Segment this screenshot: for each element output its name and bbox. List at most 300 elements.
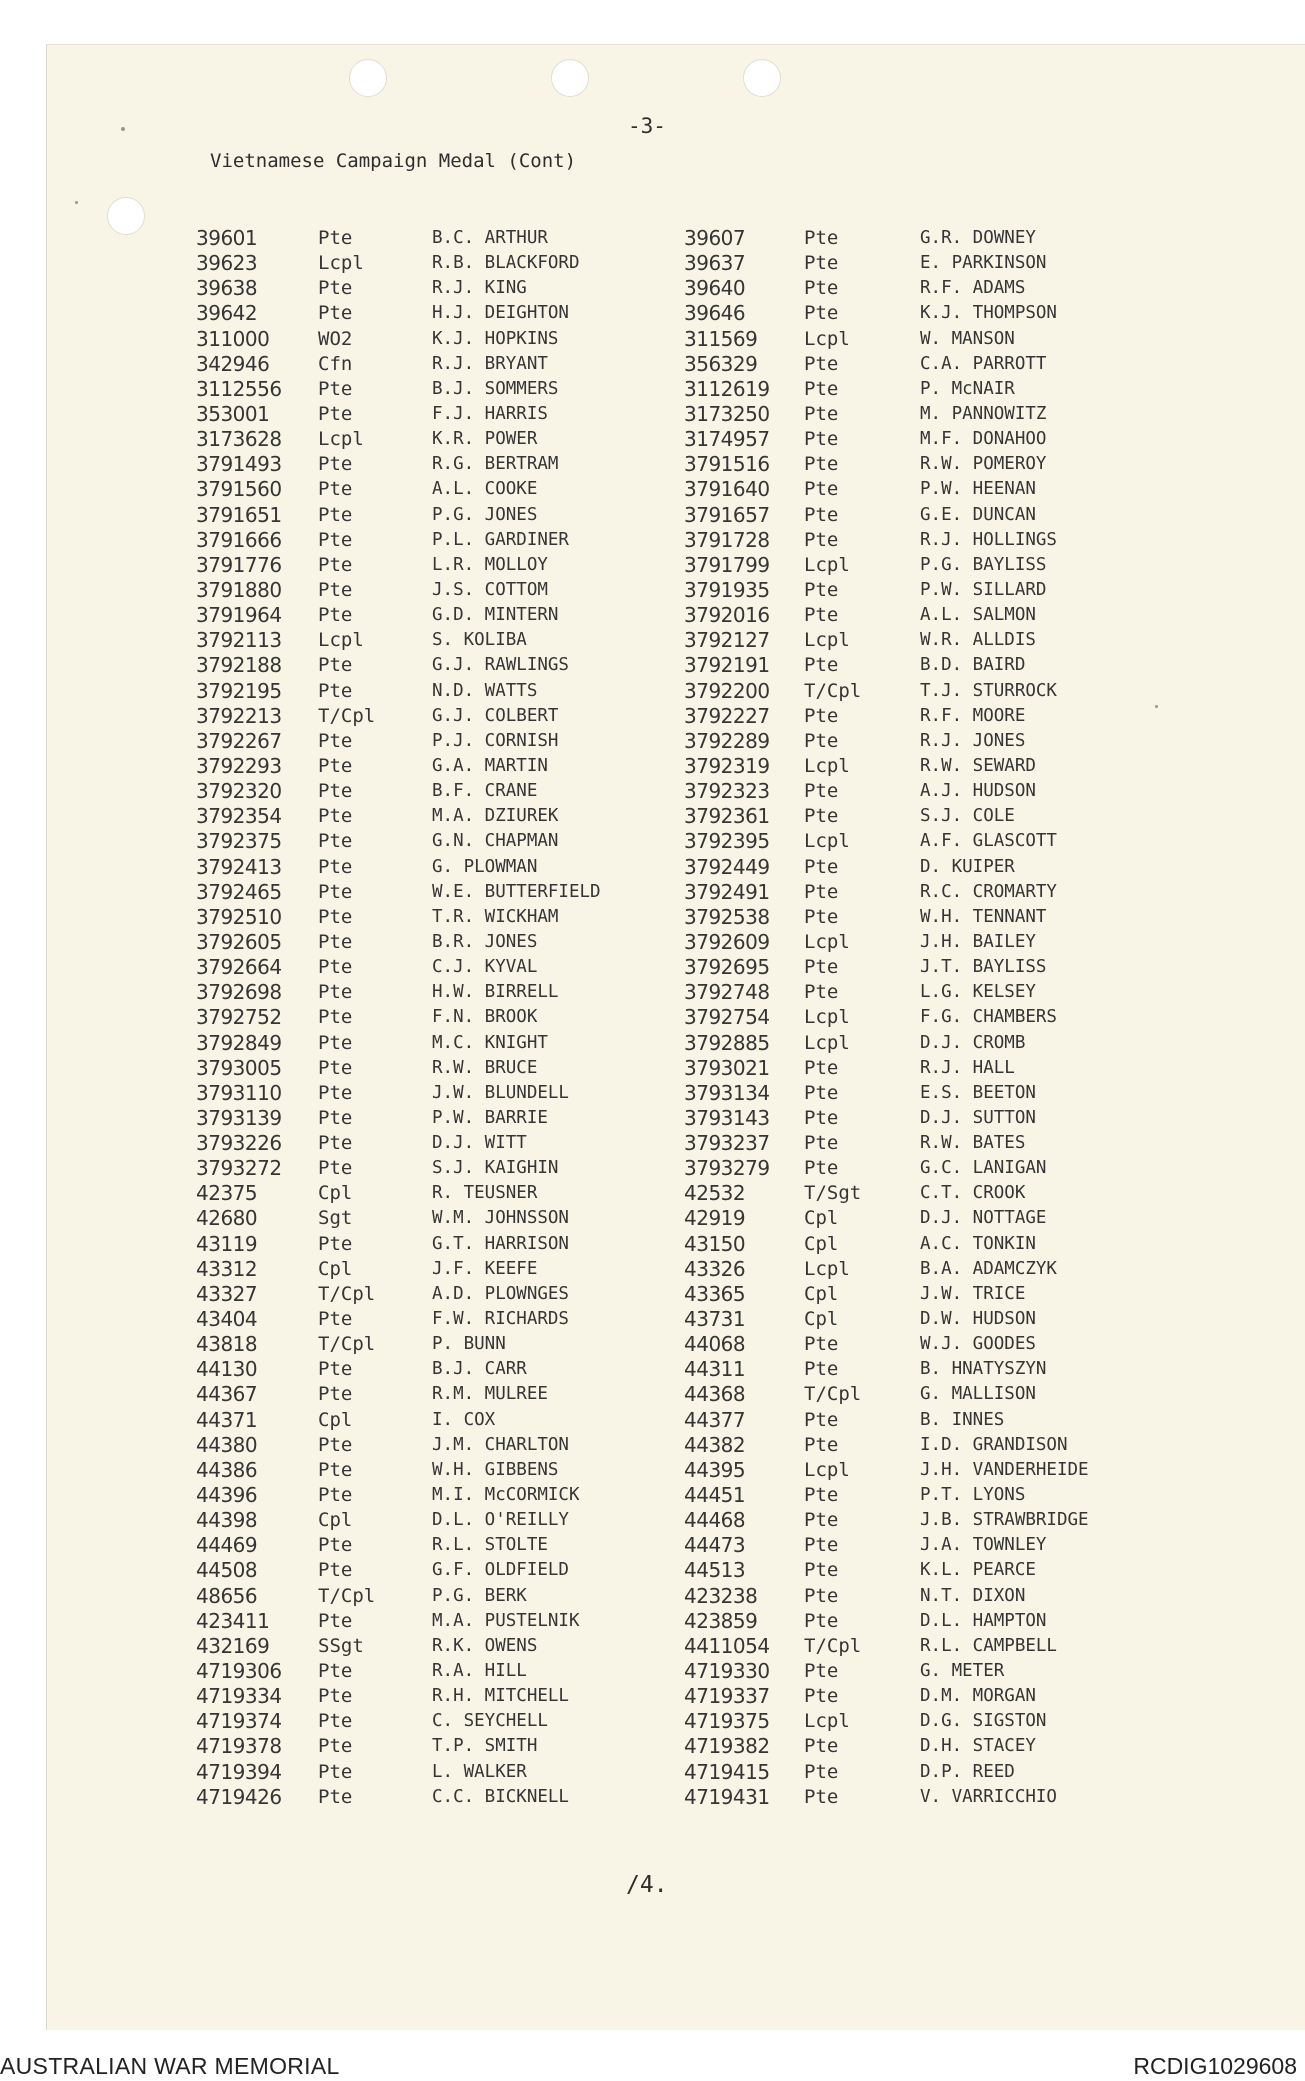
- soldier-name: D.J. NOTTAGE: [920, 1208, 1047, 1229]
- service-number: 3793237: [684, 1131, 770, 1156]
- service-number: 3792213: [196, 703, 282, 728]
- rank: Pte: [318, 1484, 353, 1507]
- roster-row: [188, 754, 1138, 779]
- roster-row: [188, 251, 1138, 276]
- service-number: 42919: [684, 1206, 746, 1231]
- roster-row: [188, 829, 1138, 854]
- soldier-name: D.J. CROMB: [920, 1032, 1026, 1053]
- roster-row: [188, 427, 1138, 452]
- soldier-name: K.J. THOMPSON: [920, 303, 1057, 324]
- service-number: 43312: [196, 1256, 258, 1281]
- roster-row: [188, 1584, 1138, 1609]
- soldier-name: I. COX: [432, 1409, 496, 1430]
- roster-row: [188, 1508, 1138, 1533]
- soldier-name: W.J. GOODES: [920, 1334, 1036, 1355]
- soldier-name: R.J. JONES: [920, 730, 1026, 751]
- soldier-name: G.N. CHAPMAN: [432, 831, 559, 852]
- reference-caption: RCDIG1029608: [1133, 2053, 1297, 2079]
- soldier-name: R.J. HALL: [920, 1057, 1015, 1078]
- roster-row: [188, 1382, 1138, 1407]
- service-number: 3173628: [196, 427, 282, 452]
- service-number: 3791880: [196, 577, 282, 602]
- rank: Cpl: [318, 1509, 353, 1532]
- roster-row: [188, 679, 1138, 704]
- soldier-name: F.J. HARRIS: [432, 403, 548, 424]
- roster-row: [188, 1307, 1138, 1332]
- service-number: 44513: [684, 1558, 746, 1583]
- rank: Pte: [318, 1559, 353, 1582]
- roster-row: [188, 603, 1138, 628]
- service-number: 4719374: [196, 1709, 282, 1734]
- service-number: 3793005: [196, 1055, 282, 1080]
- rank: Pte: [804, 604, 839, 627]
- service-number: 3791516: [684, 452, 770, 477]
- roster-row: [188, 930, 1138, 955]
- rank: Pte: [318, 729, 353, 752]
- rank: Pte: [804, 981, 839, 1004]
- service-number: 423411: [196, 1608, 270, 1633]
- service-number: 3793226: [196, 1131, 282, 1156]
- soldier-name: P.L. GARDINER: [432, 529, 569, 550]
- soldier-name: W.H. TENNANT: [920, 906, 1047, 927]
- roster-table: [188, 226, 1138, 1810]
- service-number: 342946: [196, 351, 270, 376]
- service-number: 311000: [196, 326, 270, 351]
- rank: Pte: [318, 402, 353, 425]
- rank: Pte: [804, 1509, 839, 1532]
- service-number: 3792319: [684, 753, 770, 778]
- service-number: 3792754: [684, 1005, 770, 1030]
- service-number: 43150: [684, 1231, 746, 1256]
- soldier-name: M.I. McCORMICK: [432, 1485, 580, 1506]
- soldier-name: B.F. CRANE: [432, 781, 538, 802]
- service-number: 3792449: [684, 854, 770, 879]
- service-number: 3792323: [684, 779, 770, 804]
- soldier-name: W.R. ALLDIS: [920, 630, 1036, 651]
- roster-row: [188, 1433, 1138, 1458]
- roster-row: [188, 628, 1138, 653]
- service-number: 3792413: [196, 854, 282, 879]
- soldier-name: H.W. BIRRELL: [432, 982, 559, 1003]
- soldier-name: B. HNATYSZYN: [920, 1359, 1047, 1380]
- soldier-name: C.J. KYVAL: [432, 957, 538, 978]
- service-number: 39607: [684, 226, 746, 250]
- rank: T/Cpl: [804, 1383, 862, 1406]
- roster-row: [188, 1659, 1138, 1684]
- service-number: 39623: [196, 251, 258, 276]
- rank: Pte: [318, 780, 353, 803]
- continuation-marker: /4.: [626, 1872, 668, 1898]
- rank: Pte: [804, 1132, 839, 1155]
- soldier-name: P.W. BARRIE: [432, 1107, 548, 1128]
- soldier-name: W. MANSON: [920, 328, 1015, 349]
- soldier-name: C.C. BICKNELL: [432, 1786, 569, 1807]
- rank: Pte: [804, 1785, 839, 1808]
- service-number: 3792267: [196, 728, 282, 753]
- rank: Pte: [318, 302, 353, 325]
- rank: Pte: [318, 1609, 353, 1632]
- rank: Pte: [804, 503, 839, 526]
- service-number: 3791493: [196, 452, 282, 477]
- soldier-name: D.L. O'REILLY: [432, 1510, 569, 1531]
- service-number: 3792195: [196, 678, 282, 703]
- soldier-name: P.G. BERK: [432, 1585, 527, 1606]
- soldier-name: C.T. CROOK: [920, 1183, 1026, 1204]
- soldier-name: R.G. BERTRAM: [432, 454, 559, 475]
- service-number: 3792664: [196, 955, 282, 980]
- service-number: 3792885: [684, 1030, 770, 1055]
- service-number: 3792191: [684, 653, 770, 678]
- soldier-name: P.J. CORNISH: [432, 730, 559, 751]
- soldier-name: R.W. POMEROY: [920, 454, 1047, 475]
- punch-hole-2: [551, 59, 589, 97]
- service-number: 3793272: [196, 1156, 282, 1181]
- rank: Pte: [318, 1710, 353, 1733]
- roster-row: [188, 327, 1138, 352]
- paper-speck: [1155, 705, 1158, 708]
- roster-row: [188, 1684, 1138, 1709]
- service-number: 3793021: [684, 1055, 770, 1080]
- rank: T/Cpl: [804, 679, 862, 702]
- rank: Pte: [318, 1006, 353, 1029]
- rank: Pte: [318, 478, 353, 501]
- soldier-name: N.D. WATTS: [432, 680, 538, 701]
- service-number: 3792188: [196, 653, 282, 678]
- service-number: 3792752: [196, 1005, 282, 1030]
- soldier-name: L.R. MOLLOY: [432, 554, 548, 575]
- service-number: 423238: [684, 1583, 758, 1608]
- rank: Pte: [318, 528, 353, 551]
- roster-row: [188, 452, 1138, 477]
- rank: Pte: [318, 805, 353, 828]
- soldier-name: C. SEYCHELL: [432, 1711, 548, 1732]
- soldier-name: R.W. BATES: [920, 1133, 1026, 1154]
- rank: Pte: [804, 428, 839, 451]
- rank: Cpl: [318, 1182, 353, 1205]
- rank: Pte: [804, 805, 839, 828]
- roster-row: [188, 1483, 1138, 1508]
- roster-row: [188, 1156, 1138, 1181]
- soldier-name: D.J. WITT: [432, 1133, 527, 1154]
- soldier-name: R.L. CAMPBELL: [920, 1635, 1057, 1656]
- soldier-name: M.F. DONAHOO: [920, 429, 1047, 450]
- punch-hole-3: [743, 59, 781, 97]
- rank: Pte: [804, 478, 839, 501]
- rank: Pte: [318, 277, 353, 300]
- rank: Pte: [318, 855, 353, 878]
- service-number: 3173250: [684, 401, 770, 426]
- rank: Pte: [318, 377, 353, 400]
- service-number: 4719415: [684, 1759, 770, 1784]
- service-number: 43365: [684, 1281, 746, 1306]
- soldier-name: L.G. KELSEY: [920, 982, 1036, 1003]
- service-number: 356329: [684, 351, 758, 376]
- soldier-name: B.A. ADAMCZYK: [920, 1258, 1057, 1279]
- soldier-name: F.W. RICHARDS: [432, 1309, 569, 1330]
- roster-row: [188, 377, 1138, 402]
- service-number: 3792320: [196, 779, 282, 804]
- soldier-name: K.J. HOPKINS: [432, 328, 559, 349]
- rank: Cpl: [318, 1257, 353, 1280]
- soldier-name: T.J. STURROCK: [920, 680, 1057, 701]
- rank: Lcpl: [804, 1458, 850, 1481]
- rank: Lcpl: [318, 629, 364, 652]
- rank: Lcpl: [804, 1257, 850, 1280]
- rank: Pte: [804, 578, 839, 601]
- soldier-name: R.F. ADAMS: [920, 278, 1026, 299]
- institution-caption: AUSTRALIAN WAR MEMORIAL: [0, 2053, 340, 2079]
- soldier-name: R.L. STOLTE: [432, 1535, 548, 1556]
- service-number: 4719394: [196, 1759, 282, 1784]
- service-number: 353001: [196, 401, 270, 426]
- rank: T/Cpl: [804, 1634, 862, 1657]
- rank: Pte: [318, 1358, 353, 1381]
- rank: Pte: [318, 1232, 353, 1255]
- rank: Pte: [318, 754, 353, 777]
- service-number: 44377: [684, 1407, 746, 1432]
- service-number: 48656: [196, 1583, 258, 1608]
- soldier-name: F.N. BROOK: [432, 1007, 538, 1028]
- soldier-name: A.D. PLOWNGES: [432, 1283, 569, 1304]
- service-number: 39637: [684, 251, 746, 276]
- service-number: 43818: [196, 1332, 258, 1357]
- rank: Pte: [804, 1106, 839, 1129]
- service-number: 44473: [684, 1533, 746, 1558]
- roster-row: [188, 301, 1138, 326]
- soldier-name: T.P. SMITH: [432, 1736, 538, 1757]
- soldier-name: P.G. BAYLISS: [920, 554, 1047, 575]
- roster-row: [188, 779, 1138, 804]
- rank: Pte: [804, 780, 839, 803]
- soldier-name: R.J. KING: [432, 278, 527, 299]
- rank: T/Sgt: [804, 1182, 862, 1205]
- soldier-name: J.S. COTTOM: [432, 579, 548, 600]
- rank: Pte: [318, 1132, 353, 1155]
- soldier-name: M.A. PUSTELNIK: [432, 1610, 580, 1631]
- service-number: 3792113: [196, 628, 282, 653]
- roster-row: [188, 528, 1138, 553]
- soldier-name: D.P. REED: [920, 1761, 1015, 1782]
- soldier-name: J.H. VANDERHEIDE: [920, 1459, 1089, 1480]
- service-number: 39640: [684, 276, 746, 301]
- service-number: 4719431: [684, 1784, 770, 1809]
- roster-row: [188, 880, 1138, 905]
- service-number: 42680: [196, 1206, 258, 1231]
- service-number: 3793110: [196, 1080, 282, 1105]
- service-number: 44371: [196, 1407, 258, 1432]
- roster-row: [188, 1056, 1138, 1081]
- paper-speck: [75, 201, 78, 204]
- soldier-name: G.A. MARTIN: [432, 755, 548, 776]
- soldier-name: R.W. SEWARD: [920, 755, 1036, 776]
- rank: Lcpl: [804, 629, 850, 652]
- soldier-name: G. PLOWMAN: [432, 856, 538, 877]
- soldier-name: J.W. TRICE: [920, 1283, 1026, 1304]
- rank: Pte: [804, 227, 839, 249]
- roster-row: [188, 1031, 1138, 1056]
- soldier-name: J.A. TOWNLEY: [920, 1535, 1047, 1556]
- soldier-name: N.T. DIXON: [920, 1585, 1026, 1606]
- soldier-name: J.F. KEEFE: [432, 1258, 538, 1279]
- service-number: 4719330: [684, 1659, 770, 1684]
- service-number: 423859: [684, 1608, 758, 1633]
- soldier-name: M.A. DZIUREK: [432, 806, 559, 827]
- soldier-name: P. BUNN: [432, 1334, 506, 1355]
- soldier-name: J.T. BAYLISS: [920, 957, 1047, 978]
- service-number: 3791640: [684, 477, 770, 502]
- rank: Pte: [804, 277, 839, 300]
- soldier-name: E. PARKINSON: [920, 253, 1047, 274]
- rank: Lcpl: [318, 428, 364, 451]
- service-number: 44508: [196, 1558, 258, 1583]
- service-number: 3792354: [196, 804, 282, 829]
- service-number: 3791560: [196, 477, 282, 502]
- soldier-name: R.J. BRYANT: [432, 353, 548, 374]
- soldier-name: F.G. CHAMBERS: [920, 1007, 1057, 1028]
- rank: Pte: [804, 1333, 839, 1356]
- roster-row: [188, 1734, 1138, 1759]
- rank: Pte: [318, 1308, 353, 1331]
- soldier-name: R.M. MULREE: [432, 1384, 548, 1405]
- rank: Cpl: [804, 1207, 839, 1230]
- soldier-name: P.W. HEENAN: [920, 479, 1036, 500]
- service-number: 3792748: [684, 980, 770, 1005]
- soldier-name: I.D. GRANDISON: [920, 1434, 1068, 1455]
- soldier-name: D. KUIPER: [920, 856, 1015, 877]
- rank: T/Cpl: [318, 704, 376, 727]
- service-number: 3792016: [684, 603, 770, 628]
- soldier-name: G.J. RAWLINGS: [432, 655, 569, 676]
- service-number: 3112619: [684, 376, 770, 401]
- soldier-name: S.J. COLE: [920, 806, 1015, 827]
- roster-row: [188, 729, 1138, 754]
- rank: SSgt: [318, 1634, 364, 1657]
- roster-row: [188, 503, 1138, 528]
- rank: Pte: [318, 654, 353, 677]
- rank: Pte: [804, 1559, 839, 1582]
- rank: Pte: [804, 1408, 839, 1431]
- soldier-name: W.H. GIBBENS: [432, 1459, 559, 1480]
- service-number: 44468: [684, 1508, 746, 1533]
- rank: Pte: [318, 453, 353, 476]
- rank: Pte: [804, 654, 839, 677]
- service-number: 44382: [684, 1432, 746, 1457]
- soldier-name: A.L. SALMON: [920, 605, 1036, 626]
- roster-row: [188, 1558, 1138, 1583]
- soldier-name: B.J. CARR: [432, 1359, 527, 1380]
- rank: Pte: [804, 1660, 839, 1683]
- rank: Pte: [318, 1458, 353, 1481]
- service-number: 4719382: [684, 1734, 770, 1759]
- soldier-name: K.R. POWER: [432, 429, 538, 450]
- roster-row: [188, 1709, 1138, 1734]
- roster-row: [188, 1634, 1138, 1659]
- rank: Pte: [318, 1081, 353, 1104]
- rank: Pte: [804, 1584, 839, 1607]
- roster-row: [188, 1257, 1138, 1282]
- service-number: 44380: [196, 1432, 258, 1457]
- soldier-name: G.E. DUNCAN: [920, 504, 1036, 525]
- roster-row: [188, 553, 1138, 578]
- soldier-name: M. PANNOWITZ: [920, 403, 1047, 424]
- soldier-name: B.D. BAIRD: [920, 655, 1026, 676]
- service-number: 39601: [196, 226, 258, 250]
- rank: Pte: [318, 679, 353, 702]
- soldier-name: A.J. HUDSON: [920, 781, 1036, 802]
- service-number: 4719378: [196, 1734, 282, 1759]
- rank: Pte: [804, 352, 839, 375]
- rank: Pte: [804, 1735, 839, 1758]
- page-number: -3-: [628, 114, 666, 138]
- soldier-name: R.H. MITCHELL: [432, 1686, 569, 1707]
- service-number: 3792465: [196, 879, 282, 904]
- roster-row: [188, 578, 1138, 603]
- service-number: 3791776: [196, 552, 282, 577]
- service-number: 3792609: [684, 929, 770, 954]
- soldier-name: M.C. KNIGHT: [432, 1032, 548, 1053]
- punch-hole-1: [349, 59, 387, 97]
- rank: Lcpl: [804, 553, 850, 576]
- rank: T/Cpl: [318, 1584, 376, 1607]
- rank: Cpl: [804, 1282, 839, 1305]
- service-number: 3792127: [684, 628, 770, 653]
- soldier-name: D.M. MORGAN: [920, 1686, 1036, 1707]
- service-number: 4719426: [196, 1784, 282, 1809]
- service-number: 43327: [196, 1281, 258, 1306]
- soldier-name: B.J. SOMMERS: [432, 378, 559, 399]
- rank: Pte: [318, 1660, 353, 1683]
- soldier-name: P. McNAIR: [920, 378, 1015, 399]
- roster-row: [188, 352, 1138, 377]
- rank: WO2: [318, 327, 353, 350]
- roster-row: [188, 1106, 1138, 1131]
- rank: Cpl: [804, 1308, 839, 1331]
- rank: Pte: [804, 453, 839, 476]
- soldier-name: W.M. JOHNSSON: [432, 1208, 569, 1229]
- roster-row: [188, 1206, 1138, 1231]
- service-number: 44396: [196, 1483, 258, 1508]
- service-number: 3792293: [196, 753, 282, 778]
- rank: Pte: [804, 302, 839, 325]
- rank: Lcpl: [804, 1006, 850, 1029]
- rank: T/Cpl: [318, 1282, 376, 1305]
- service-number: 44386: [196, 1457, 258, 1482]
- rank: Cpl: [318, 1408, 353, 1431]
- rank: Pte: [804, 729, 839, 752]
- roster-row: [188, 855, 1138, 880]
- rank: Pte: [318, 604, 353, 627]
- rank: Pte: [318, 1534, 353, 1557]
- roster-row: [188, 226, 1138, 251]
- service-number: 43326: [684, 1256, 746, 1281]
- soldier-name: J.M. CHARLTON: [432, 1434, 569, 1455]
- soldier-name: D.J. SUTTON: [920, 1107, 1036, 1128]
- soldier-name: G.F. OLDFIELD: [432, 1560, 569, 1581]
- rank: Sgt: [318, 1207, 353, 1230]
- rank: Pte: [318, 1031, 353, 1054]
- service-number: 4719337: [684, 1684, 770, 1709]
- service-number: 432169: [196, 1633, 270, 1658]
- service-number: 3792849: [196, 1030, 282, 1055]
- rank: Pte: [804, 252, 839, 275]
- page-title: Vietnamese Campaign Medal (Cont): [210, 150, 577, 172]
- roster-row: [188, 804, 1138, 829]
- rank: Lcpl: [804, 830, 850, 853]
- roster-row: [188, 477, 1138, 502]
- roster-row: [188, 905, 1138, 930]
- soldier-name: L. WALKER: [432, 1761, 527, 1782]
- service-number: 4719334: [196, 1684, 282, 1709]
